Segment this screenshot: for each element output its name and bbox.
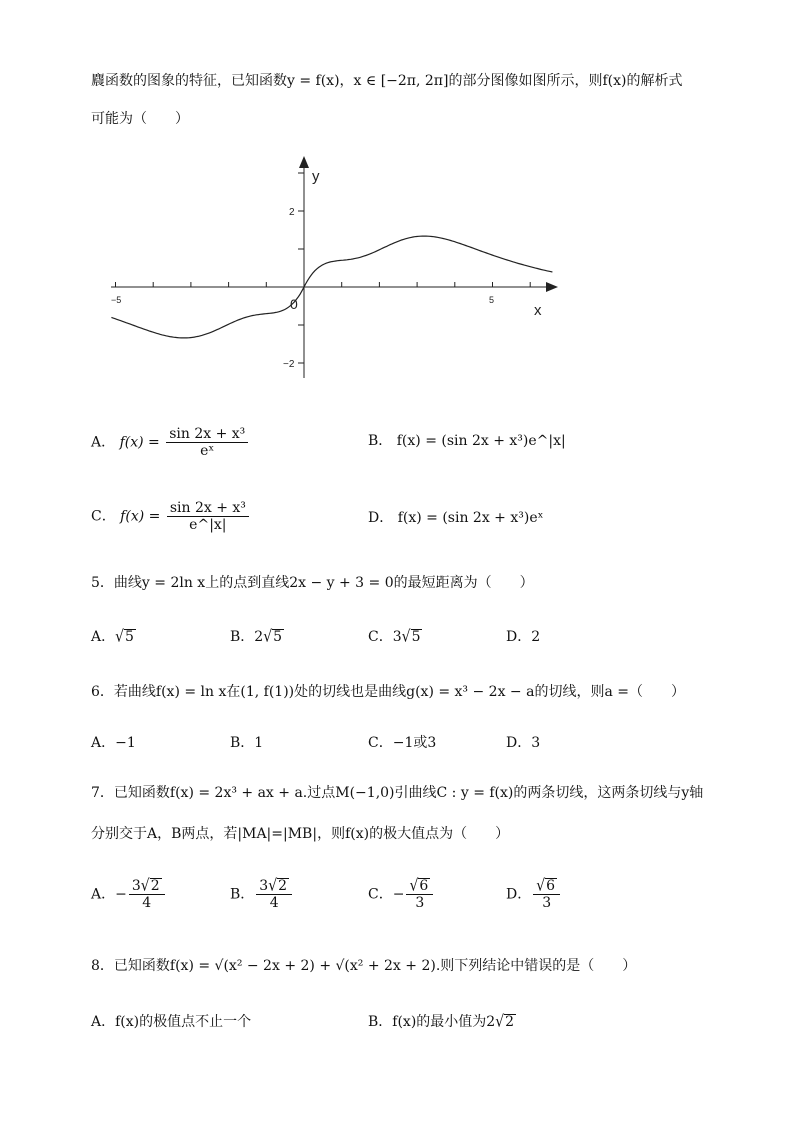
radical-sign: √ (495, 1012, 505, 1032)
radicand: 5 (273, 629, 283, 645)
radical-sign: √ (409, 876, 419, 896)
formula-lhs: f(x) = (120, 508, 165, 525)
radicand: 2 (150, 878, 160, 894)
formula-fraction (533, 878, 560, 911)
q6-stem: 6．若曲线f(x) = ln x在(1, f(1))处的切线也是曲线g(x) = x³ − 2x − a的切线，则a =（ ） (91, 684, 685, 700)
coefficient: 2 (254, 629, 264, 645)
fraction-denominator: eˣ (200, 443, 215, 459)
fraction-numerator: sin 2x + x³ (166, 426, 248, 443)
y-tick-label-2: 2 (289, 207, 295, 218)
option-letter: C． (368, 629, 393, 645)
formula-fraction (129, 878, 165, 911)
q7-option-d[interactable] (506, 878, 562, 911)
radicand: 5 (411, 629, 421, 645)
radical-sign: √ (401, 627, 411, 647)
radicand: 6 (419, 878, 429, 894)
minus-sign: − (392, 886, 405, 903)
q4-function-graph (100, 150, 570, 385)
origin-label: 0 (290, 296, 298, 312)
formula-lhs: f(x) = (119, 434, 165, 451)
radicand: 2 (505, 1014, 515, 1030)
option-letter: A． (91, 886, 116, 903)
fraction-denominator: 4 (142, 895, 152, 911)
y-tick-label-neg2: −2 (283, 359, 295, 370)
fraction-numerator (256, 878, 292, 895)
fraction-denominator: 3 (415, 895, 425, 911)
radicand: 2 (278, 878, 288, 894)
q8-option-a[interactable]: A．f(x)的极值点不止一个 (91, 1014, 252, 1030)
q6-option-b[interactable]: B．1 (230, 735, 264, 751)
option-letter: B． (230, 629, 255, 645)
y-axis-arrow (299, 156, 309, 168)
radical-sign: √ (263, 627, 273, 647)
x-axis-arrow (546, 282, 558, 292)
y-axis-label: y (312, 168, 320, 185)
q6-option-d[interactable]: D．3 (506, 735, 541, 751)
q5-stem: 5．曲线y = 2ln x上的点到直线2x − y + 3 = 0的最短距离为（ ） (91, 575, 534, 591)
radicand: 6 (546, 878, 556, 894)
q5-option-d[interactable] (506, 626, 540, 646)
option-letter: D． (506, 886, 532, 903)
coefficient: 3 (392, 629, 402, 645)
q4-option-b[interactable] (368, 430, 566, 450)
option-letter: D． (368, 510, 394, 526)
radicand: 5 (125, 629, 134, 645)
q6-option-a[interactable]: A．−1 (91, 735, 136, 751)
q4-stem-line-2: 可能为（ ） (91, 111, 189, 127)
q8-stem: 8．已知函数f(x) = √(x² − 2x + 2) + √(x² + 2x + 2).则下列结论中错误的是（ ） (91, 958, 637, 974)
option-letter: B． (368, 433, 393, 449)
q4-option-c[interactable] (91, 500, 251, 533)
option-letter: A． (91, 629, 116, 645)
q7-option-b[interactable] (230, 878, 294, 911)
fraction-denominator: 4 (269, 895, 279, 911)
formula-fraction (256, 878, 292, 911)
x-axis-label: x (534, 302, 542, 319)
option-letter: D． (506, 629, 532, 645)
fraction-numerator (406, 878, 433, 895)
formula-fraction (166, 426, 248, 459)
fraction-numerator (129, 878, 165, 895)
formula-fraction (406, 878, 433, 911)
minus-sign: − (115, 886, 127, 903)
q5-option-c[interactable] (368, 626, 422, 646)
fraction-numerator: sin 2x + x³ (167, 500, 249, 517)
coefficient: 3 (131, 878, 141, 894)
q4-option-a[interactable] (91, 426, 250, 459)
radical-sign: √ (140, 876, 150, 896)
value: 2 (531, 629, 541, 645)
fraction-denominator: e^|x| (189, 517, 227, 533)
q4-option-d[interactable] (368, 507, 544, 527)
fraction-numerator (533, 878, 560, 895)
option-text: B．f(x)的最小值为2 (368, 1014, 496, 1030)
q7-option-a[interactable] (91, 878, 167, 911)
option-letter: B． (230, 886, 255, 903)
q7-stem-line-2: 分别交于A，B两点，若|MA|=|MB|，则f(x)的极大值点为（ ） (91, 826, 510, 842)
fraction-denominator: 3 (542, 895, 552, 911)
formula: f(x) = (sin 2x + x³)eˣ (397, 510, 544, 526)
q7-stem-line-1: 7．已知函数f(x) = 2x³ + ax + a.过点M(−1,0)引曲线C : y = f(x)的两条切线，这两条切线与y轴 (91, 785, 704, 801)
q4-stem-line-1: 麎函数的图象的特征，已知函数y = f(x)，x ∈ [−2π, 2π]的部分图像如图所示，则f(x)的解析式 (91, 73, 683, 89)
option-letter: A． (91, 434, 116, 451)
q8-option-b[interactable] (368, 1011, 516, 1031)
coefficient: 3 (259, 878, 269, 894)
q5-option-a[interactable] (91, 626, 136, 646)
x-tick-label-neg5: −5 (111, 295, 122, 305)
option-letter: C． (91, 508, 116, 525)
radical-sign: √ (268, 876, 278, 896)
q6-option-c[interactable]: C．−1或3 (368, 735, 437, 751)
option-letter: C． (368, 886, 393, 903)
q7-option-c[interactable] (368, 878, 435, 911)
formula-fraction (167, 500, 249, 533)
x-tick-label-5: 5 (489, 295, 495, 305)
formula: f(x) = (sin 2x + x³)e^|x| (396, 433, 566, 449)
radical-sign: √ (115, 627, 125, 647)
q5-option-b[interactable] (230, 626, 284, 646)
radical-sign: √ (536, 876, 546, 896)
